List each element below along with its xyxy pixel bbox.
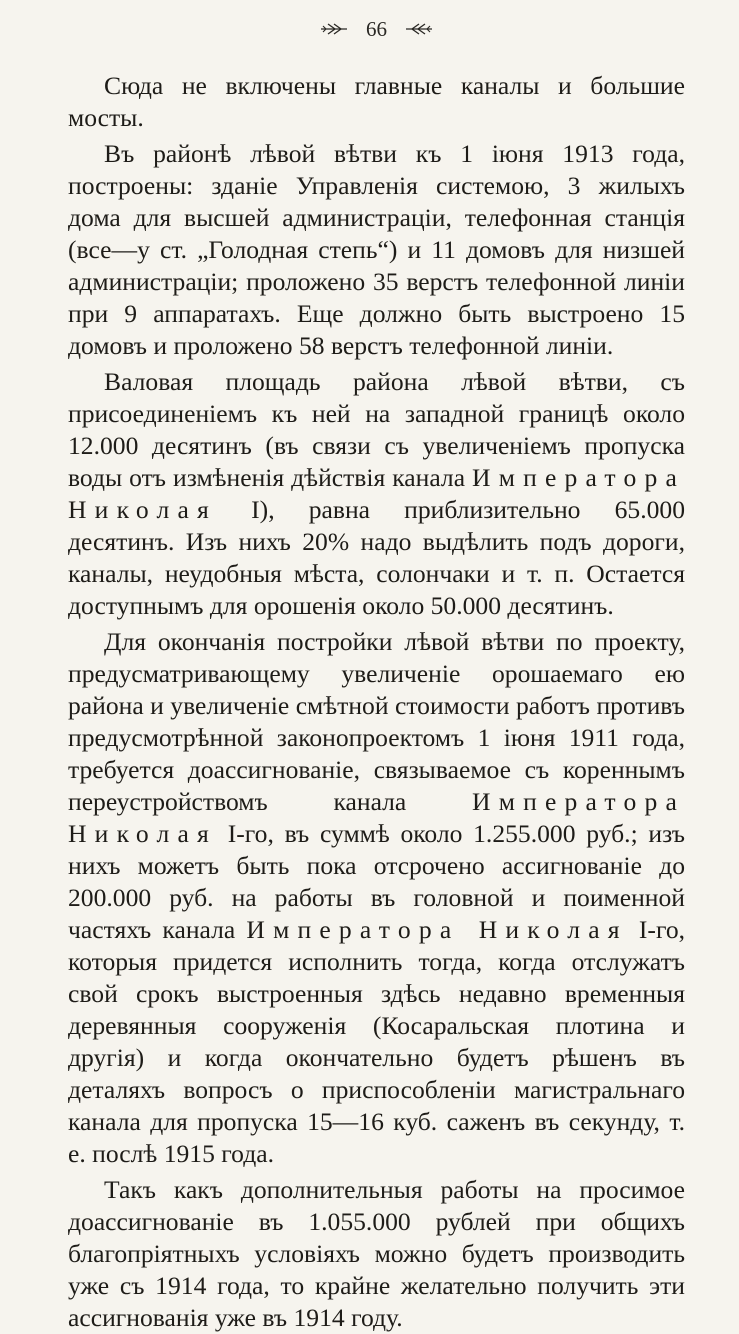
page-body (68, 70, 685, 1334)
paragraph (68, 626, 685, 1170)
paragraph-text: I-го, которыя придется исполнить тогда, когда отслужатъ свой срокъ выстроенныя здѣсь недавно временныя деревянныя сооруженія (Косаральская плотина и другія) и когда окончательно будетъ рѣшенъ въ деталяхъ вопросъ о приспособленіи магистральнаго канала для пропуска 15—16 куб. саженъ въ секунду, т. е. послѣ 1915 года. (68, 915, 686, 1168)
paragraph (68, 1174, 685, 1334)
spaced-name: Императора Николая (68, 787, 685, 848)
paragraph (68, 70, 685, 134)
page-number: 66 (366, 16, 387, 41)
paragraph-text: Такъ какъ дополнительныя работы на просимое доассигнованіе въ 1.055.000 рублей при общихъ благопріятныхъ условіяхъ можно будетъ производить уже съ 1914 года, то крайне желательно получить эти ассигнованія уже въ 1914 году. (68, 1175, 685, 1332)
paragraph-text: Сюда не включены главные каналы и большие мосты. (68, 71, 685, 132)
page-header (68, 14, 685, 44)
paragraph (68, 138, 685, 362)
paragraph-text: Для окончанія постройки лѣвой вѣтви по проекту, предусматривающему увеличеніе орошаемаго ею района и увеличеніе смѣтной стоимости работъ противъ предусмотрѣнной законопроектомъ 1 іюня 1911 года, требуется доассигнованіе, связываемое съ кореннымъ переустройствомъ канала (68, 627, 685, 816)
ornament-flourish-icon (320, 23, 350, 35)
ornament-flourish-icon (403, 23, 433, 35)
spaced-name: Императора Николая (68, 463, 685, 524)
paragraph-text: Въ районѣ лѣвой вѣтви къ 1 іюня 1913 года, построены: зданіе Управленія системою, 3 жилыхъ дома для высшей администраціи, телефонная станція (все—у ст. „Голодная степь“) и 11 домовъ для низшей администраціи; проложено 35 верстъ телефонной линіи при 9 аппаратахъ. Еще должно быть выстроено 15 домовъ и проложено 58 верстъ телефонной линіи. (68, 139, 685, 360)
paragraph-text: I-го, въ суммѣ около 1.255.000 руб.; изъ нихъ можетъ быть пока отсрочено ассигнованіе до 200.000 руб. на работы въ головной и поименной частяхъ канала (68, 819, 685, 944)
paragraph (68, 366, 685, 622)
paragraph-text: I), равна приблизительно 65.000 десятинъ. Изъ нихъ 20% надо выдѣлить подъ дороги, каналы, неудобныя мѣста, солончаки и т. п. Остается доступнымъ для орошенія около 50.000 десятинъ. (68, 495, 685, 620)
paragraph-text: Валовая площадь района лѣвой вѣтви, съ присоединеніемъ къ ней на западной границѣ около 12.000 десятинъ (въ связи съ увеличеніемъ пропуска воды отъ измѣненія дѣйствія канала (68, 367, 685, 492)
spaced-name: Императора Николая (246, 915, 628, 944)
